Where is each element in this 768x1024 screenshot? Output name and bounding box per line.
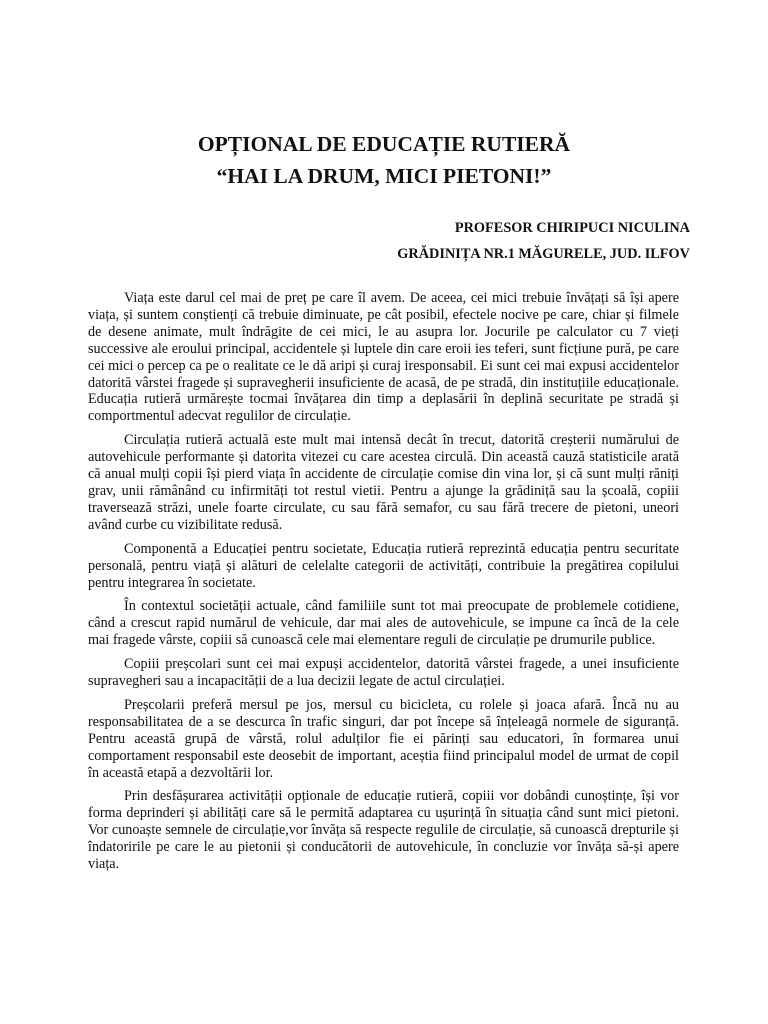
paragraph-5: Copiii preșcolari sunt cei mai expuși accidentelor, datorită vârstei fragede, a unei insuficiente supravegheri sau a incapacității de a lua decizii legate de actul circulației. — [88, 656, 679, 690]
author-name: PROFESOR CHIRIPUCI NICULINA — [454, 220, 690, 236]
paragraph-6: Preșcolarii preferă mersul pe jos, mersul cu bicicleta, cu rolele și joaca afară. Încă nu au responsabilitatea de a se descurca în trafic singuri, dar pot începe să înțeleagă normele de siguranță. Pentru această grupă de vârstă, rolul adulților fie ei părinți sau educatori, în formarea unui comportament responsabil este deosebit de important, aceștia fiind principalul model de urmat de copil în această etapă a dezvoltării lor. — [88, 696, 679, 781]
paragraph-7: Prin desfășurarea activității opționale de educație rutieră, copiii vor dobândi cunoștințe, își vor forma deprinderi și abilități care să le permită adaptarea cu ușurință în situația când sunt mici pietoni. Vor cunoaște semnele de circulație,vor învăța să respecte regulile de circulație, să cunoască drepturile și îndatoririle pe care le au pietonii și conducătorii de autovehicule, în concluzie vor învăța să-și apere viața. — [88, 788, 679, 873]
paragraph-4: În contextul societății actuale, când familiile sunt tot mai preocupate de problemele cotidiene, când a crescut rapid numărul de vehicule, dar mai ales de autovehicule, se impune ca încă de la cele mai fragede vârste, copiii să cunoască cele mai elementare reguli de circulație pe drumurile publice. — [88, 598, 679, 649]
paragraph-3: Componentă a Educației pentru societate, Educația rutieră reprezintă educația pentru securitate personală, pentru viață și alături de celelalte categorii de activități, contribuie la pregătirea copilului pentru integrarea în societate. — [88, 540, 679, 591]
document-title: OPȚIONAL DE EDUCAȚIE RUTIERĂ — [197, 132, 571, 156]
document-body — [88, 290, 679, 880]
paragraph-2: Circulația rutieră actuală este mult mai intensă decât în trecut, datorită creșterii numărului de autovehicule performante și datorita vitezei cu care acestea circulă. Din această cauză statisticile arată că anual mulți copii își pierd viața în accidente de circulație comise din vina lor, și că sunt mulți răniți grav, unii rămânând cu infirmități tot restul vietii. Pentru a ajunge la grădiniță sau la școală, copiii traversează străzi, unele foarte circulate, cu sau fără semafor, cu sau fără trecere de pietoni, uneori având curbe cu vizibilitate redusă. — [88, 432, 679, 533]
document-subtitle: “HAI LA DRUM, MICI PIETONI!” — [216, 164, 552, 188]
author-institution: GRĂDINIȚA NR.1 MĂGURELE, JUD. ILFOV — [397, 246, 690, 262]
paragraph-1: Viața este darul cel mai de preț pe care îl avem. De aceea, cei mici trebuie învățați să își apere viața, și suntem conștienți că trebuie diminuate, pe cât posibil, efectele nocive pe care, chiar și filmele de desene animate, mult îndrăgite de cei mici, le au asupra lor. Jocurile pe calculator cu 7 vieți successive ale eroului principal, accidentele și luptele din care eroii ies teferi, sunt ficțiune pură, pe care cei mici o percep ca pe o realitate ce le dă aripi și curaj iresponsabil. Ei sunt cei mai expusi accidentelor datorită vârstei fragede și supravegherii insuficiente de acasă, de pe stradă, din instituțiile educaționale. Educația rutieră urmărește tocmai învățarea din timp a deplasării în deplină securitate pe stradă și comportmentul adecvat regulilor de circulație. — [88, 290, 679, 425]
